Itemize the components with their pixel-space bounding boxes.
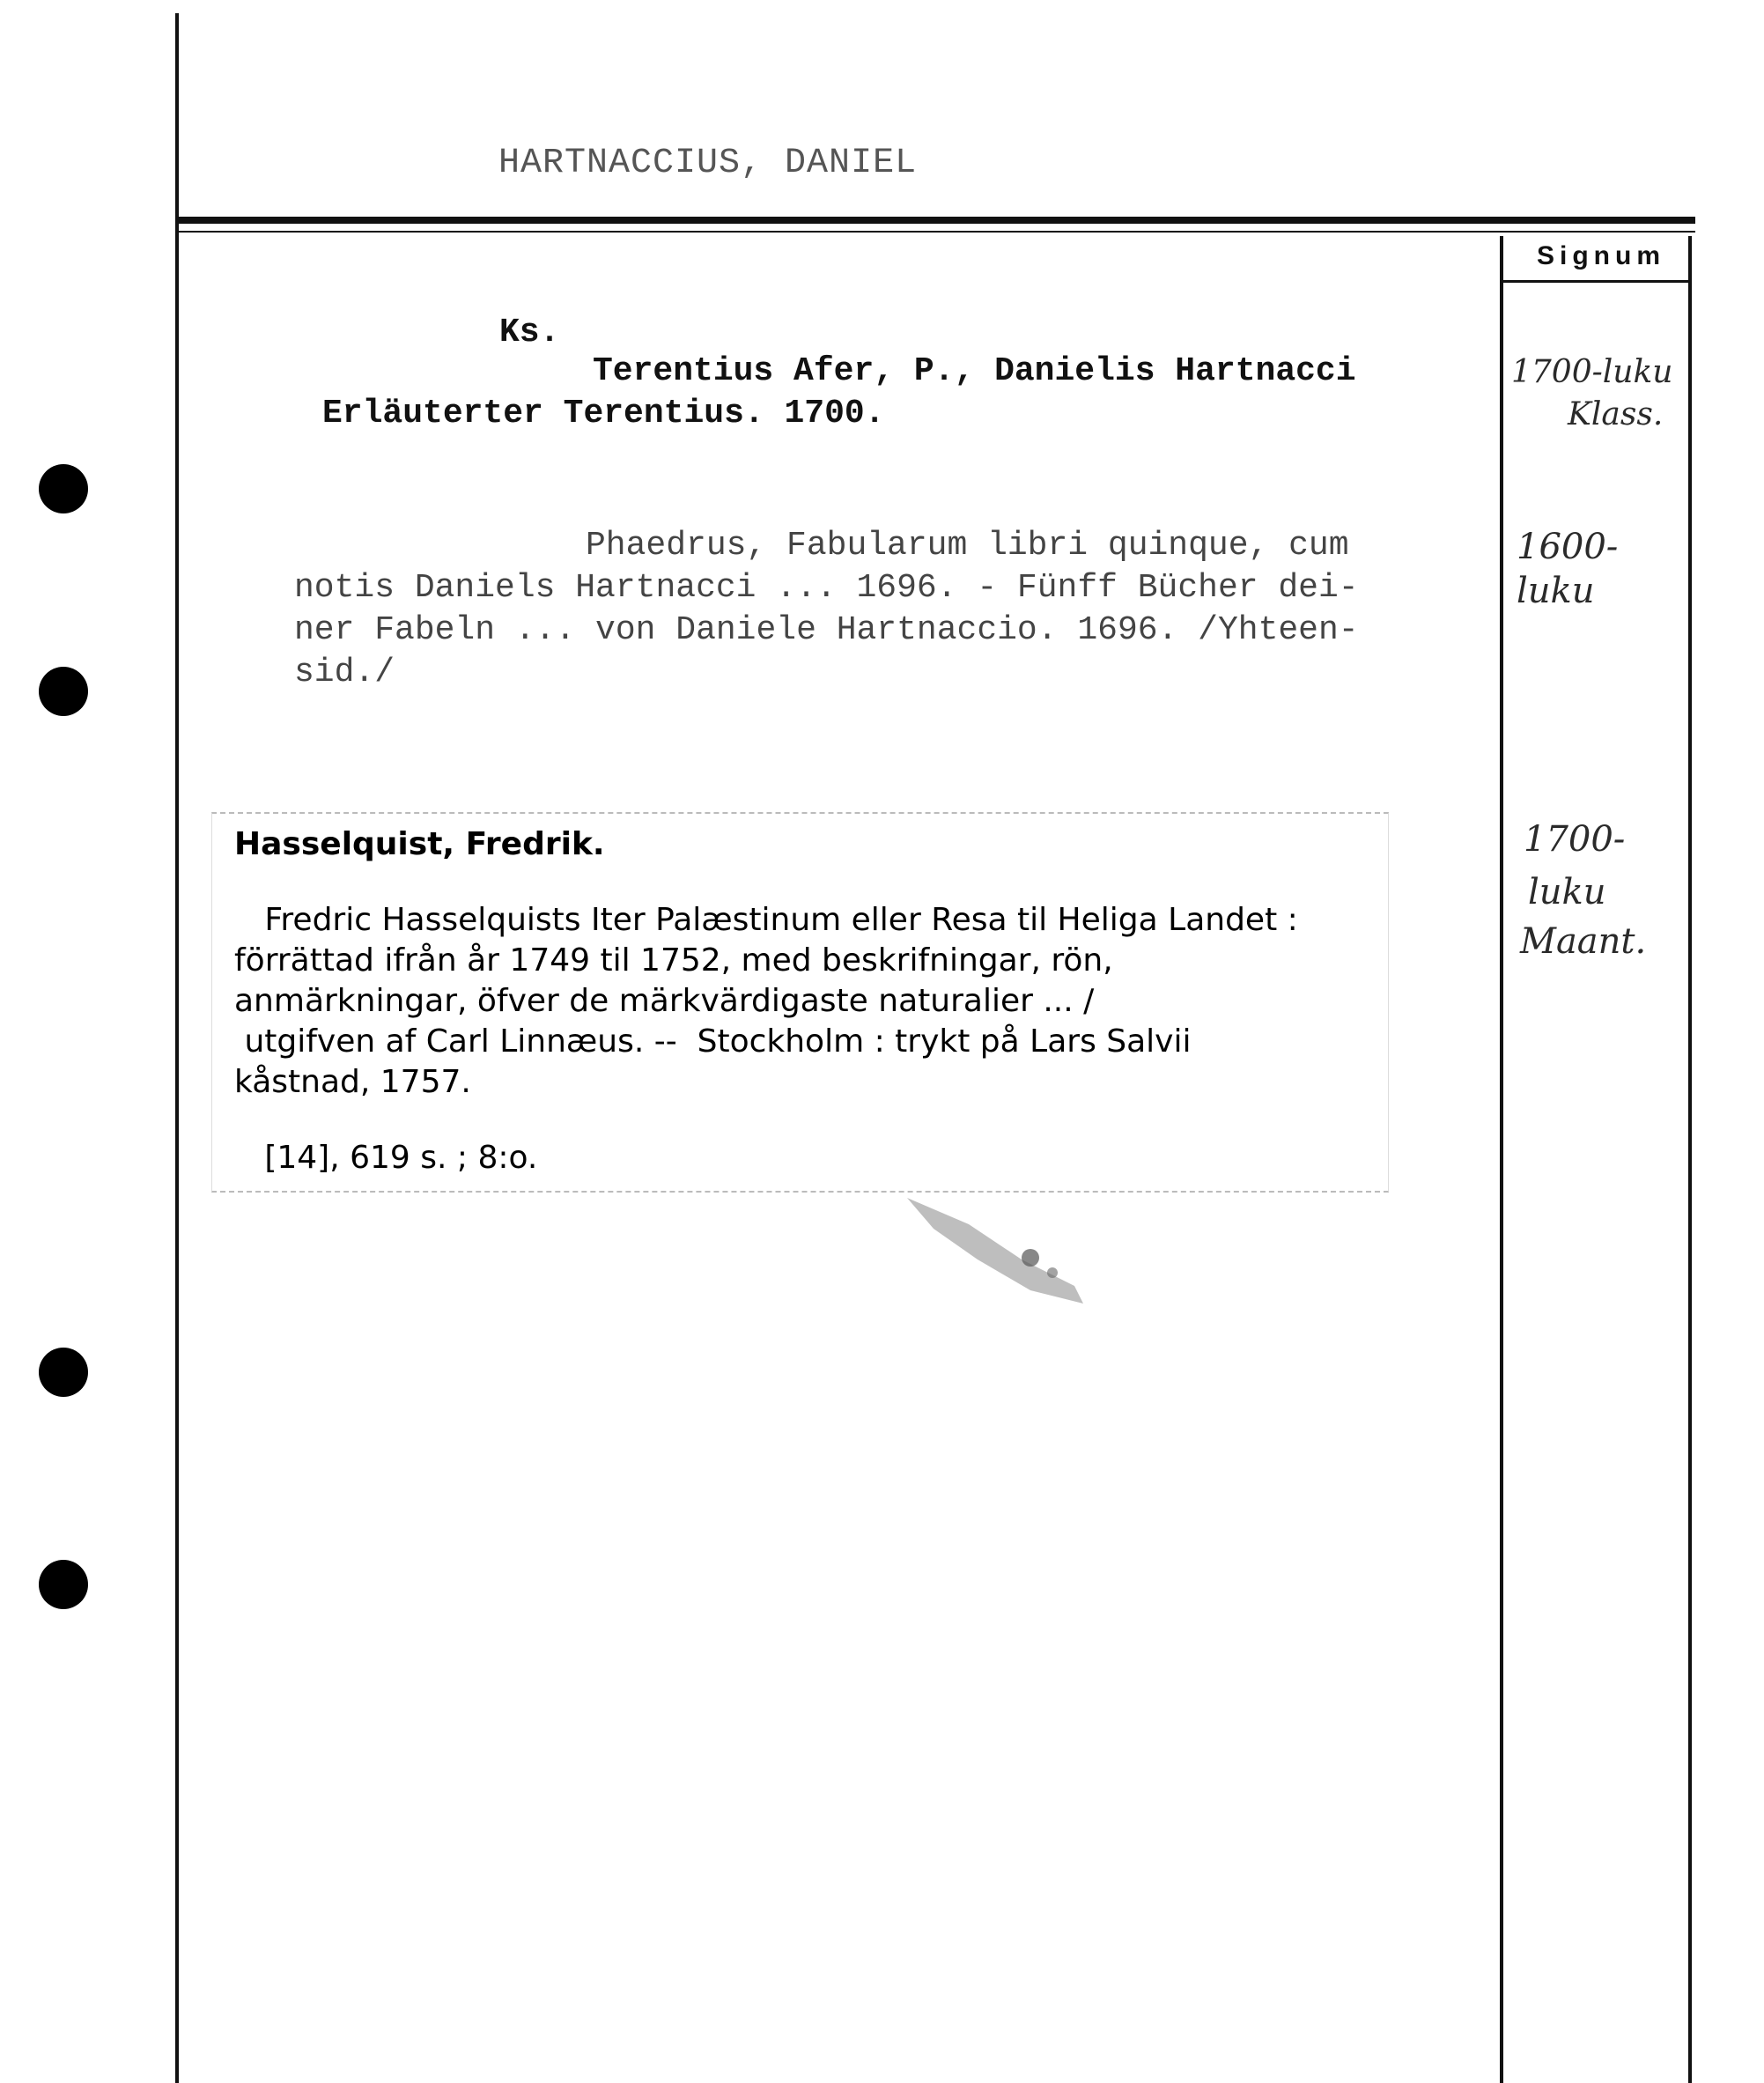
slip-line4: utgifven af Carl Linnæus. -- Stockholm : trykt på Lars Salvii <box>234 1023 1192 1060</box>
entry2-line4: sid./ <box>294 654 395 691</box>
slip-line3: anmärkningar, öfver de märkvärdigaste naturalier ... / <box>234 983 1095 1019</box>
entry2-line2: notis Daniels Hartnacci ... 1696. - Fünff Bücher dei- <box>294 569 1359 607</box>
punch-hole-2 <box>39 667 88 716</box>
signum-header-rule <box>1503 280 1688 283</box>
signum-note-2-line1: 1600- <box>1517 527 1619 567</box>
signum-note-3-line2: luku <box>1528 872 1606 912</box>
entry1-line1: Terentius Afer, P., Danielis Hartnacci <box>593 352 1356 390</box>
entry2-line3: ner Fabeln ... von Daniele Hartnaccio. 1696. /Yhteen- <box>294 611 1359 649</box>
slip-line2: förrättad ifrån år 1749 til 1752, med beskrifningar, rön, <box>234 942 1113 979</box>
signum-note-1-line2: Klass. <box>1568 396 1664 432</box>
slip-line1: Fredric Hasselquists Iter Palæstinum eller Resa til Heliga Landet : <box>234 902 1298 938</box>
punch-hole-3 <box>39 1348 88 1397</box>
entry1-line2: Erläuterter Terentius. 1700. <box>322 395 885 432</box>
signum-note-3-line1: 1700- <box>1524 819 1626 860</box>
card-header-rule-thin <box>179 231 1695 233</box>
signum-label: Signum <box>1537 241 1665 270</box>
signum-note-3-line3: Maant. <box>1520 921 1647 962</box>
slip-line5: kåstnad, 1757. <box>234 1064 471 1100</box>
card-heading: HARTNACCIUS, DANIEL <box>498 144 918 183</box>
punch-hole-1 <box>39 464 88 513</box>
ink-smudge <box>898 1189 1101 1330</box>
slip-heading: Hasselquist, Fredrik. <box>234 826 605 862</box>
signum-note-1-line1: 1700-luku <box>1511 354 1673 390</box>
card-left-border <box>175 13 179 2083</box>
punch-hole-4 <box>39 1560 88 1609</box>
signum-column-right-border <box>1688 236 1692 2083</box>
entry2-line1: Phaedrus, Fabularum libri quinque, cum <box>586 527 1349 565</box>
signum-column-left-border <box>1500 236 1503 2083</box>
signum-note-2-line2: luku <box>1517 571 1595 611</box>
slip-line6: [14], 619 s. ; 8:o. <box>234 1140 538 1176</box>
card-header-rule-thick <box>179 217 1695 224</box>
entry1-code: Ks. <box>499 314 560 351</box>
